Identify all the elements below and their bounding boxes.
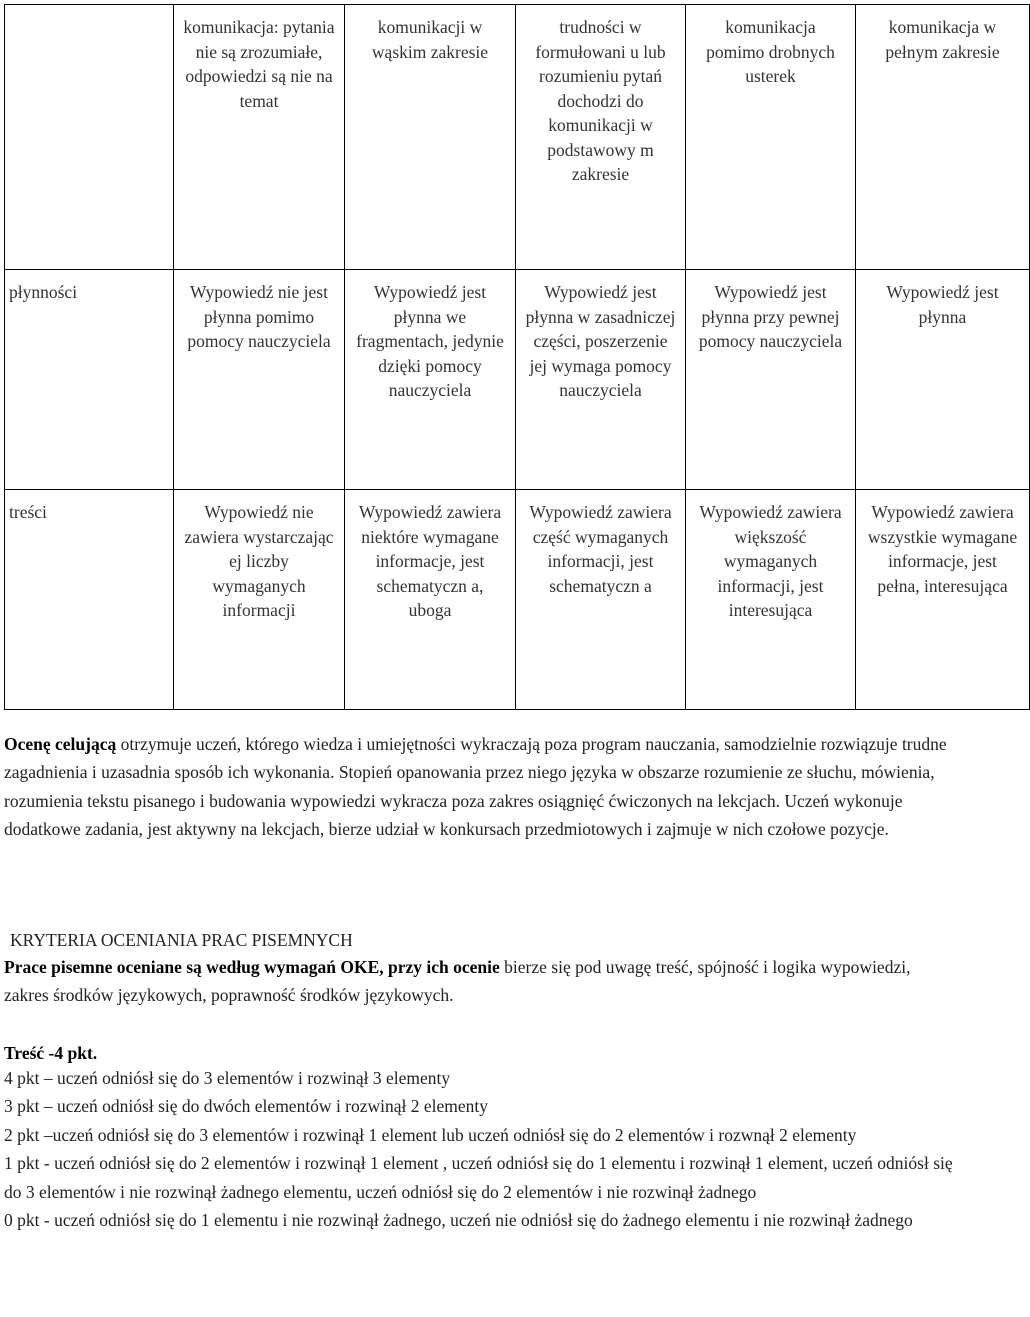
tresc-list — [4, 1064, 956, 1234]
list-item: 0 pkt - uczeń odniósł się do 1 elementu i nie rozwinął żadnego, uczeń nie odniósł się do żadnego elementu i nie rozwinął żadnego — [4, 1210, 913, 1231]
list-item: 3 pkt – uczeń odniósł się do dwóch elementów i rozwinął 2 elementy — [4, 1096, 489, 1117]
list-item: 2 pkt –uczeń odniósł się do 3 elementów i rozwinął 1 element lub uczeń odniósł się do 2 elementów i rozwnął 2 elementy — [4, 1124, 857, 1145]
table-header-cell: komunikacja w pełnym zakresie — [856, 5, 1030, 270]
table-cell: Wypowiedź zawiera wszystkie wymagane informacje, jest pełna, interesująca — [856, 490, 1030, 710]
table-cell: Wypowiedź zawiera niektóre wymagane informacje, jest schematyczn a, uboga — [345, 490, 516, 710]
oke-text: bierze się pod uwagę treść, spójność i logika wypowiedzi, zakres środków językowych, poprawność środków językowych. — [4, 957, 911, 1006]
table-row — [5, 490, 1030, 710]
table-cell: Wypowiedź zawiera część wymaganych informacji, jest schematyczn a — [516, 490, 686, 710]
table-cell: Wypowiedź nie zawiera wystarczając ej liczby wymaganych informacji — [174, 490, 345, 710]
oke-label: Prace pisemne oceniane są według wymagań OKE, przy ich ocenie — [4, 957, 500, 977]
table-header-cell: komunikacji w wąskim zakresie — [345, 5, 516, 270]
table-cell: Wypowiedź jest płynna przy pewnej pomocy nauczyciela — [686, 270, 856, 490]
table-cell: Wypowiedź zawiera większość wymaganych informacji, jest interesująca — [686, 490, 856, 710]
table-cell: Wypowiedź nie jest płynna pomimo pomocy nauczyciela — [174, 270, 345, 490]
assessment-table — [4, 4, 1030, 710]
section-heading: KRYTERIA OCENIANIA PRAC PISEMNYCH — [10, 930, 353, 950]
row-label: treści — [5, 490, 174, 710]
table-header-cell: trudności w formułowani u lub rozumieniu pytań dochodzi do komunikacji w podstawowy m zakresie — [516, 5, 686, 270]
table-header-cell: komunikacja pomimo drobnych usterek — [686, 5, 856, 270]
table-corner-cell — [5, 5, 174, 270]
table-row — [5, 270, 1030, 490]
list-item: 1 pkt - uczeń odniósł się do 2 elementów i rozwinął 1 element , uczeń odniósł się do 1 elementu i rozwinął 1 element, uczeń odniósł się do 3 elementów i nie rozwinął żadnego elementu, uczeń odniósł się do 2 elementów i nie rozwinął żadnego — [4, 1153, 953, 1202]
table-cell: Wypowiedź jest płynna we fragmentach, jedynie dzięki pomocy nauczyciela — [345, 270, 516, 490]
celujaca-text: otrzymuje uczeń, którego wiedza i umiejętności wykraczają poza program nauczania, samodzielnie rozwiązuje trudne zagadnienia i uzasadnia sposób ich wykonania. Stopień opanowania przez niego języka w obszarze rozumienie ze słuchu, mówienia, rozumienia tekstu pisanego i budowania wypowiedzi wykracza poza zakres osiągnięć ćwiczonych na lekcjach. Uczeń wykonuje dodatkowe zadania, jest aktywny na lekcjach, bierze udział w konkursach przedmiotowych i zajmuje w nich czołowe pozycje. — [4, 734, 947, 840]
table-cell: Wypowiedź jest płynna w zasadniczej części, poszerzenie jej wymaga pomocy nauczyciela — [516, 270, 686, 490]
tresc-heading: Treść -4 pkt. — [4, 1043, 98, 1063]
celujaca-label: Ocenę celującą — [4, 734, 117, 754]
oke-paragraph — [4, 953, 956, 1010]
table-header-row — [5, 5, 1030, 270]
row-label: płynności — [5, 270, 174, 490]
table-cell: Wypowiedź jest płynna — [856, 270, 1030, 490]
list-item: 4 pkt – uczeń odniósł się do 3 elementów i rozwinął 3 elementy — [4, 1068, 451, 1088]
celujaca-paragraph — [4, 730, 956, 844]
table-header-cell: komunikacja: pytania nie są zrozumiałe, odpowiedzi są nie na temat — [174, 5, 345, 270]
